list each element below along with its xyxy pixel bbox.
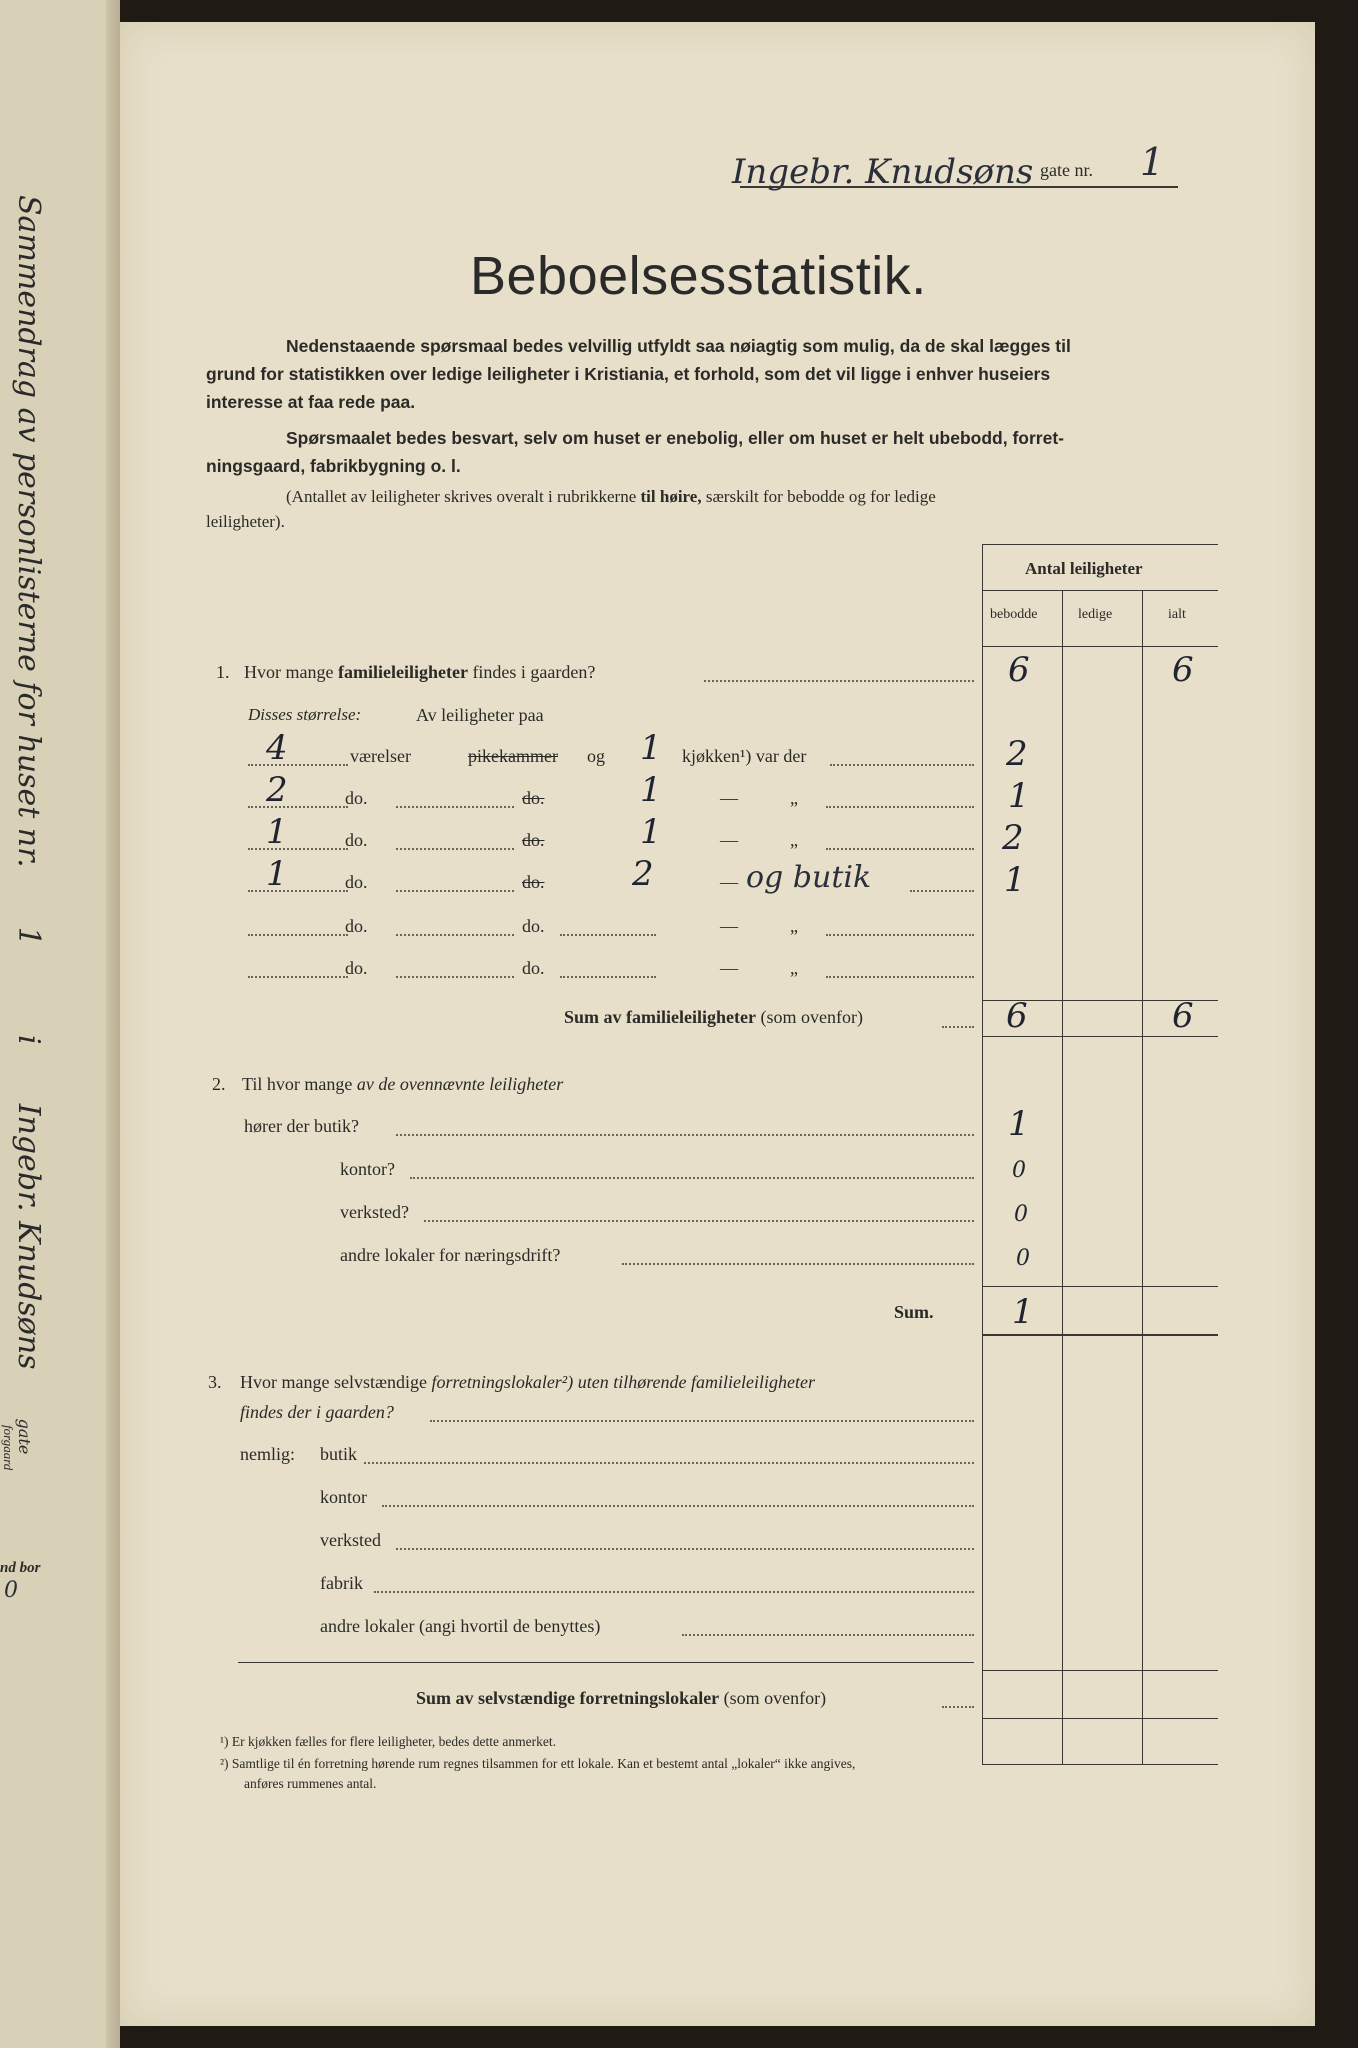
row3-do-struck: do. [522, 830, 545, 850]
q3-sum-a: Sum av selvstændige forretningslokaler [416, 1688, 720, 1708]
table-header-divider [982, 590, 1218, 591]
street-underline [740, 186, 1178, 188]
row5-quote: „ [790, 916, 798, 936]
intro-p1-line2: grund for statistikken over ledige leiligheter i Kristiania, et forhold, som det vil ligge i enhver huseiers [206, 364, 1051, 384]
col-header-bebodde: bebodde [990, 607, 1038, 622]
table-left-border [982, 544, 983, 1764]
row1-bebodde: 2 [1006, 734, 1028, 774]
intro-p2-line1: Spørsmaalet bedes besvart, selv om huset er enebolig, eller om huset er helt ubebodd, forret- [286, 428, 1064, 448]
row5-rooms-dots [248, 934, 348, 936]
q1-sizes-label: Disses størrelse: [248, 705, 362, 724]
row1-kjokken: kjøkken¹) var der [682, 746, 807, 766]
book-spine [106, 0, 120, 2048]
q2-butik-value: 1 [1008, 1104, 1030, 1144]
intro-p3-line1 [286, 487, 936, 507]
q3-number: 3. [208, 1372, 222, 1392]
row2-do: do. [345, 788, 368, 808]
table-sum3-top [982, 1670, 1218, 1671]
margin-bor-value: 0 [4, 1578, 18, 1603]
row6-do: do. [345, 958, 368, 978]
margin-forgaard: forgaard [1, 1425, 16, 1471]
q2-andre-dots [622, 1263, 974, 1265]
q3-verksted-label: verksted [320, 1530, 381, 1550]
q2-text-b: av de ovennævnte leiligheter [356, 1074, 564, 1094]
q3-fabrik-dots [374, 1591, 974, 1593]
form-sheet [120, 22, 1315, 2026]
row4-og-butik: og butik [746, 860, 872, 895]
q3-sum-b: (som ovenfor) [723, 1688, 827, 1708]
q3-andre-dots [682, 1634, 974, 1636]
row5-do: do. [345, 916, 368, 936]
q1-text-b: familieleiligheter [337, 662, 468, 682]
row5-mid-dots [396, 934, 514, 936]
q2-kontor-value: 0 [1012, 1158, 1026, 1183]
table-header-bottom [982, 646, 1218, 647]
intro-p3-b: til høire, [640, 487, 702, 506]
margin-bor-label: nd bor [0, 1560, 41, 1576]
q3-sum [416, 1688, 826, 1709]
margin-number: 1 [11, 926, 46, 946]
table-top-border [982, 544, 1218, 545]
q3-question [240, 1372, 815, 1393]
row6-dash: — [720, 958, 738, 978]
q3-kontor-label: kontor [320, 1487, 367, 1507]
q2-text-a: Til hvor mange [242, 1074, 353, 1094]
q3-sum-dots [942, 1706, 974, 1708]
row4-bebodde: 1 [1004, 860, 1026, 900]
q2-verksted-label: verksted? [340, 1202, 409, 1222]
q1-number: 1. [216, 662, 230, 682]
q2-verksted-value: 0 [1014, 1202, 1028, 1227]
table-col-divider-1 [1062, 590, 1063, 1764]
q2-verksted-dots [424, 1220, 974, 1222]
margin-vertical-note [11, 195, 46, 1454]
row2-dots [826, 806, 974, 808]
row6-do-2: do. [522, 958, 545, 978]
q2-kontor-dots [410, 1177, 974, 1179]
row1-rooms: 4 [266, 728, 288, 768]
q3-fabrik-label: fabrik [320, 1573, 363, 1593]
row5-do-2: do. [522, 916, 545, 936]
q2-andre-value: 0 [1016, 1246, 1030, 1271]
q2-sum-label: Sum. [894, 1302, 934, 1322]
row4-do: do. [345, 872, 368, 892]
q3-butik-label: butik [320, 1444, 358, 1464]
row5-kitchen-dots [560, 934, 656, 936]
intro-p1-line1: Nedenstaaende spørsmaal bedes velvillig utfyldt saa nøiagtig som mulig, da de skal lægges til [286, 336, 1071, 356]
row2-quote: „ [790, 788, 798, 808]
row3-rooms: 1 [266, 812, 288, 852]
table-group-header: Antal leiligheter [1025, 559, 1143, 578]
row3-dots [826, 848, 974, 850]
row1-og: og [587, 746, 605, 766]
q3-text-a: Hvor mange selvstændige [240, 1372, 427, 1392]
q3-text-dots [430, 1420, 974, 1422]
table-sum1-bottom [982, 1036, 1218, 1037]
row4-dash: — [720, 872, 738, 892]
row4-mid-dots [396, 890, 514, 892]
q3-separator-rule [238, 1662, 974, 1663]
q1-text-a: Hvor mange [244, 662, 334, 682]
q3-nemlig: nemlig: [240, 1444, 295, 1464]
row1-kitchen: 1 [640, 728, 662, 768]
q3-kontor-dots [382, 1505, 974, 1507]
q2-question [242, 1074, 563, 1095]
left-page [0, 0, 120, 2048]
intro-p3-c: særskilt for bebodde og for ledige [705, 487, 936, 506]
row6-dots [826, 976, 974, 978]
q1-question [244, 662, 595, 683]
row2-rooms: 2 [266, 770, 288, 810]
q2-kontor-label: kontor? [340, 1159, 395, 1179]
intro-p2-line2: ningsgaard, fabrikbygning o. l. [206, 456, 461, 476]
intro-p3-a: (Antallet av leiligheter skrives overalt i rubrikkerne [286, 487, 637, 506]
row1-pikekammer: pikekammer [468, 746, 558, 766]
q3-text-c: findes der i gaarden? [240, 1402, 394, 1422]
row2-rooms-dots [248, 806, 348, 808]
col-header-ledige: ledige [1078, 607, 1113, 622]
q1-leader-dots [704, 680, 974, 682]
row2-mid-dots [396, 806, 514, 808]
q1-sum [564, 1007, 863, 1028]
q2-sum-value: 1 [1012, 1292, 1034, 1332]
table-col-divider-2 [1142, 590, 1143, 1764]
row6-mid-dots [396, 976, 514, 978]
margin-street: Ingebr. Knudsøns [11, 1103, 46, 1370]
row4-rooms: 1 [266, 854, 288, 894]
footnote-2-line1: ²) Samtlige til én forretning hørende rum regnes tilsammen for ett lokale. Kan et bestemt antal „lokaler“ ikke angives, [220, 1756, 856, 1771]
row6-quote: „ [790, 958, 798, 978]
row1-dots [830, 764, 974, 766]
row3-quote: „ [790, 830, 798, 850]
margin-suffix: gate [15, 1418, 34, 1455]
q1-sum-bebodde: 6 [1006, 996, 1028, 1036]
q3-butik-dots [364, 1462, 974, 1464]
row5-dash: — [720, 916, 738, 936]
row4-do-struck: do. [522, 872, 545, 892]
row3-do: do. [345, 830, 368, 850]
row2-bebodde: 1 [1008, 776, 1030, 816]
q2-butik-dots [396, 1134, 974, 1136]
q1-text-c: findes i gaarden? [472, 662, 596, 682]
q1-sum-b: (som ovenfor) [760, 1007, 863, 1027]
row2-kitchen: 1 [640, 770, 662, 810]
margin-label: Sammendrag av personlisterne for huset nr. [11, 195, 46, 868]
row2-do-struck: do. [522, 788, 545, 808]
margin-i: i [11, 1034, 46, 1045]
row5-dots [826, 934, 974, 936]
row3-dash: — [720, 830, 738, 850]
q1-sum-a: Sum av familieleiligheter [564, 1007, 756, 1027]
table-sum2-bottom [982, 1334, 1218, 1336]
row2-dash: — [720, 788, 738, 808]
table-bottom-border [982, 1764, 1218, 1765]
q1-total-ialt: 6 [1172, 650, 1194, 690]
q3-verksted-dots [396, 1548, 974, 1550]
q2-number: 2. [212, 1074, 226, 1094]
q3-andre-label: andre lokaler (angi hvortil de benyttes) [320, 1616, 601, 1636]
row4-dots [910, 890, 974, 892]
row3-kitchen: 1 [640, 812, 662, 852]
table-sum3-bottom [982, 1718, 1218, 1719]
gate-nr-label: gate nr. [1040, 160, 1093, 180]
table-sum2-top [982, 1286, 1218, 1287]
row3-mid-dots [396, 848, 514, 850]
q3-text-b: forretningslokaler²) uten tilhørende familieleiligheter [431, 1372, 815, 1392]
q1-sizes-rest: Av leiligheter paa [416, 705, 544, 725]
house-number-handwritten: 1 [1140, 140, 1165, 184]
q1-sum-dots [942, 1026, 974, 1028]
row1-vaerelser: værelser [350, 746, 411, 766]
row6-kitchen-dots [560, 976, 656, 978]
row4-rooms-dots [248, 890, 348, 892]
footnote-1: ¹) Er kjøkken fælles for flere leiligheter, bedes dette anmerket. [220, 1734, 556, 1749]
row6-rooms-dots [248, 976, 348, 978]
row1-rooms-dots [248, 764, 348, 766]
row4-kitchen: 2 [632, 854, 654, 894]
intro-p1-line3: interesse at faa rede paa. [206, 392, 416, 412]
col-header-ialt: ialt [1168, 607, 1186, 622]
page-title: Beboelsesstatistik. [470, 246, 927, 306]
row3-rooms-dots [248, 848, 348, 850]
q2-butik-label: hører der butik? [244, 1116, 359, 1136]
q1-sum-ialt: 6 [1172, 996, 1194, 1036]
footnote-2-line2: anføres rummenes antal. [244, 1776, 377, 1791]
row3-bebodde: 2 [1002, 818, 1024, 858]
intro-p3-line2: leiligheter). [206, 512, 285, 531]
q2-andre-label: andre lokaler for næringsdrift? [340, 1245, 561, 1265]
street-name-handwritten: Ingebr. Knudsøns [732, 152, 1034, 192]
q1-total-bebodde: 6 [1008, 650, 1030, 690]
